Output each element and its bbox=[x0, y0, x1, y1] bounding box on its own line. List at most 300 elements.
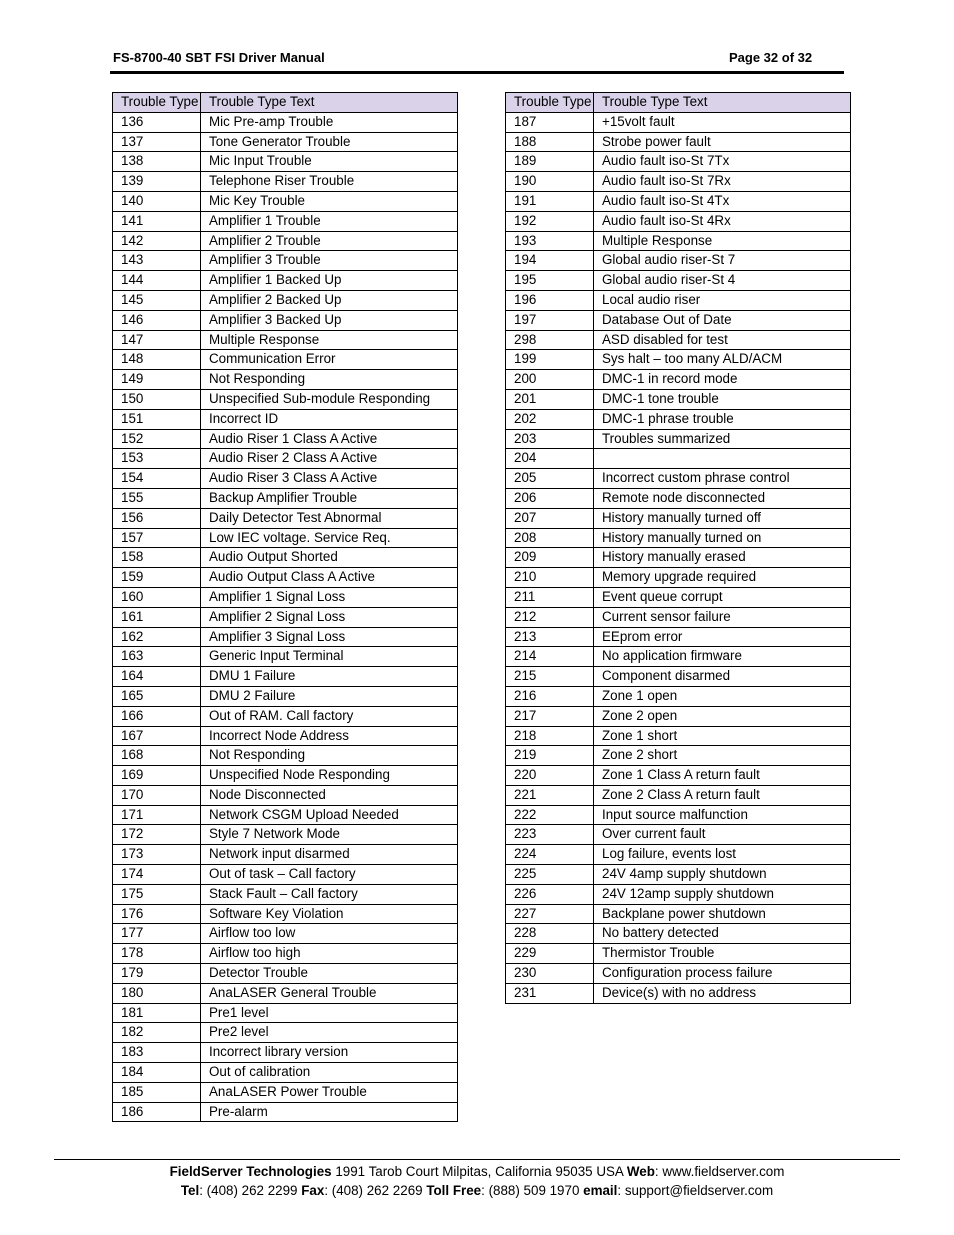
trouble-type-text: Audio fault iso-St 4Tx bbox=[594, 191, 851, 211]
trouble-type-code: 139 bbox=[113, 172, 201, 192]
trouble-type-text: Network CSGM Upload Needed bbox=[201, 805, 458, 825]
trouble-type-code: 167 bbox=[113, 726, 201, 746]
table-row bbox=[506, 271, 851, 291]
table-row bbox=[113, 112, 458, 132]
trouble-type-code: 218 bbox=[506, 726, 594, 746]
trouble-type-code: 155 bbox=[113, 488, 201, 508]
trouble-type-text: Audio Riser 1 Class A Active bbox=[201, 429, 458, 449]
trouble-type-code: 165 bbox=[113, 686, 201, 706]
table-row bbox=[113, 686, 458, 706]
table-row bbox=[506, 528, 851, 548]
trouble-type-text: Amplifier 3 Trouble bbox=[201, 251, 458, 271]
trouble-type-text: Zone 1 Class A return fault bbox=[594, 766, 851, 786]
table-row bbox=[113, 330, 458, 350]
table-row bbox=[506, 132, 851, 152]
trouble-type-text: Zone 1 open bbox=[594, 686, 851, 706]
trouble-type-text: Audio Output Class A Active bbox=[201, 568, 458, 588]
table-row bbox=[113, 667, 458, 687]
trouble-type-text: Current sensor failure bbox=[594, 607, 851, 627]
trouble-type-code: 192 bbox=[506, 211, 594, 231]
trouble-type-text: 24V 12amp supply shutdown bbox=[594, 884, 851, 904]
table-row bbox=[506, 389, 851, 409]
table-row bbox=[113, 488, 458, 508]
table-row bbox=[506, 944, 851, 964]
trouble-type-text: Thermistor Trouble bbox=[594, 944, 851, 964]
trouble-type-text: 24V 4amp supply shutdown bbox=[594, 865, 851, 885]
trouble-type-table-left bbox=[112, 92, 458, 1122]
table-row bbox=[506, 330, 851, 350]
trouble-type-text: Mic Key Trouble bbox=[201, 191, 458, 211]
table-row bbox=[113, 924, 458, 944]
trouble-type-code: 184 bbox=[113, 1063, 201, 1083]
trouble-type-code: 140 bbox=[113, 191, 201, 211]
trouble-type-text: Not Responding bbox=[201, 370, 458, 390]
table-row bbox=[506, 449, 851, 469]
table-row bbox=[506, 607, 851, 627]
table-row bbox=[113, 1063, 458, 1083]
trouble-type-code: 161 bbox=[113, 607, 201, 627]
trouble-type-text: Zone 2 short bbox=[594, 746, 851, 766]
header-divider bbox=[110, 71, 844, 74]
table-row bbox=[113, 1003, 458, 1023]
trouble-type-text: Over current fault bbox=[594, 825, 851, 845]
trouble-type-text: Configuration process failure bbox=[594, 964, 851, 984]
table-row bbox=[113, 528, 458, 548]
trouble-type-code: 159 bbox=[113, 568, 201, 588]
trouble-type-text: History manually turned on bbox=[594, 528, 851, 548]
trouble-type-text: Zone 2 Class A return fault bbox=[594, 785, 851, 805]
trouble-type-code: 225 bbox=[506, 865, 594, 885]
trouble-type-code: 148 bbox=[113, 350, 201, 370]
table-row bbox=[506, 112, 851, 132]
table-row bbox=[113, 944, 458, 964]
trouble-type-text: Global audio riser-St 7 bbox=[594, 251, 851, 271]
trouble-type-text: Log failure, events lost bbox=[594, 845, 851, 865]
table-row bbox=[506, 825, 851, 845]
table-row bbox=[506, 587, 851, 607]
trouble-type-text: AnaLASER General Trouble bbox=[201, 983, 458, 1003]
trouble-type-text: Incorrect custom phrase control bbox=[594, 469, 851, 489]
trouble-type-code: 171 bbox=[113, 805, 201, 825]
column-header-trouble-type: Trouble Type bbox=[113, 93, 201, 113]
trouble-type-code: 215 bbox=[506, 667, 594, 687]
trouble-type-text: No application firmware bbox=[594, 647, 851, 667]
table-row bbox=[506, 627, 851, 647]
trouble-type-code: 187 bbox=[506, 112, 594, 132]
trouble-type-text: Zone 2 open bbox=[594, 706, 851, 726]
trouble-type-text: Unspecified Sub-module Responding bbox=[201, 389, 458, 409]
table-header-row bbox=[113, 93, 458, 113]
trouble-type-code: 143 bbox=[113, 251, 201, 271]
table-row bbox=[113, 706, 458, 726]
table-header-row bbox=[506, 93, 851, 113]
page-number: Page 32 of 32 bbox=[729, 50, 813, 65]
table-row bbox=[506, 726, 851, 746]
table-row bbox=[506, 766, 851, 786]
trouble-type-code: 201 bbox=[506, 389, 594, 409]
trouble-type-text: Amplifier 3 Backed Up bbox=[201, 310, 458, 330]
table-row bbox=[506, 785, 851, 805]
trouble-type-code: 158 bbox=[113, 548, 201, 568]
trouble-type-text: Generic Input Terminal bbox=[201, 647, 458, 667]
trouble-type-code: 170 bbox=[113, 785, 201, 805]
trouble-type-text: Audio fault iso-St 7Tx bbox=[594, 152, 851, 172]
trouble-type-text: Multiple Response bbox=[201, 330, 458, 350]
table-row bbox=[506, 746, 851, 766]
table-row bbox=[113, 548, 458, 568]
trouble-type-text: Troubles summarized bbox=[594, 429, 851, 449]
trouble-type-text: Amplifier 3 Signal Loss bbox=[201, 627, 458, 647]
trouble-type-code: 182 bbox=[113, 1023, 201, 1043]
column-header-trouble-type-text: Trouble Type Text bbox=[594, 93, 851, 113]
trouble-type-code: 179 bbox=[113, 964, 201, 984]
trouble-type-code: 185 bbox=[113, 1082, 201, 1102]
table-row bbox=[113, 627, 458, 647]
trouble-type-text: DMC-1 in record mode bbox=[594, 370, 851, 390]
table-row bbox=[113, 429, 458, 449]
trouble-type-code: 212 bbox=[506, 607, 594, 627]
trouble-type-text: Audio Output Shorted bbox=[201, 548, 458, 568]
table-row bbox=[506, 964, 851, 984]
table-row bbox=[506, 686, 851, 706]
trouble-type-text: Incorrect ID bbox=[201, 409, 458, 429]
table-row bbox=[113, 845, 458, 865]
table-row bbox=[113, 1043, 458, 1063]
trouble-type-text: Amplifier 2 Signal Loss bbox=[201, 607, 458, 627]
footer-divider bbox=[54, 1159, 900, 1160]
trouble-type-code: 146 bbox=[113, 310, 201, 330]
trouble-type-text: Amplifier 1 Trouble bbox=[201, 211, 458, 231]
trouble-type-text: Strobe power fault bbox=[594, 132, 851, 152]
trouble-type-text: Out of calibration bbox=[201, 1063, 458, 1083]
footer-line-1 bbox=[0, 1164, 954, 1179]
footer-line-2 bbox=[0, 1183, 954, 1198]
trouble-type-code: 205 bbox=[506, 469, 594, 489]
table-row bbox=[506, 172, 851, 192]
table-row bbox=[113, 647, 458, 667]
trouble-type-code: 228 bbox=[506, 924, 594, 944]
trouble-type-code: 136 bbox=[113, 112, 201, 132]
trouble-type-text: Audio Riser 2 Class A Active bbox=[201, 449, 458, 469]
trouble-type-text: Pre2 level bbox=[201, 1023, 458, 1043]
trouble-type-code: 222 bbox=[506, 805, 594, 825]
table-row bbox=[113, 191, 458, 211]
trouble-type-text: Backup Amplifier Trouble bbox=[201, 488, 458, 508]
table-row bbox=[506, 508, 851, 528]
trouble-type-code: 219 bbox=[506, 746, 594, 766]
trouble-type-code: 200 bbox=[506, 370, 594, 390]
trouble-type-text: Pre-alarm bbox=[201, 1102, 458, 1122]
trouble-type-code: 169 bbox=[113, 766, 201, 786]
trouble-type-code: 172 bbox=[113, 825, 201, 845]
table-row bbox=[506, 350, 851, 370]
table-row bbox=[113, 805, 458, 825]
trouble-type-text: Pre1 level bbox=[201, 1003, 458, 1023]
trouble-type-text: Sys halt – too many ALD/ACM bbox=[594, 350, 851, 370]
trouble-type-text: Amplifier 1 Backed Up bbox=[201, 271, 458, 291]
trouble-type-code: 151 bbox=[113, 409, 201, 429]
table-row bbox=[113, 350, 458, 370]
table-row bbox=[113, 449, 458, 469]
column-header-trouble-type: Trouble Type bbox=[506, 93, 594, 113]
trouble-type-code: 199 bbox=[506, 350, 594, 370]
trouble-type-text: Incorrect library version bbox=[201, 1043, 458, 1063]
trouble-type-code: 142 bbox=[113, 231, 201, 251]
trouble-type-text: Event queue corrupt bbox=[594, 587, 851, 607]
trouble-type-code: 156 bbox=[113, 508, 201, 528]
trouble-type-text: Component disarmed bbox=[594, 667, 851, 687]
trouble-type-text: Daily Detector Test Abnormal bbox=[201, 508, 458, 528]
table-row bbox=[113, 211, 458, 231]
trouble-type-code: 154 bbox=[113, 469, 201, 489]
trouble-type-code: 177 bbox=[113, 924, 201, 944]
trouble-type-code: 166 bbox=[113, 706, 201, 726]
table-row bbox=[113, 469, 458, 489]
footer-email-label: email bbox=[583, 1183, 618, 1198]
trouble-type-text: Multiple Response bbox=[594, 231, 851, 251]
trouble-type-text: Audio fault iso-St 4Rx bbox=[594, 211, 851, 231]
trouble-type-text: Device(s) with no address bbox=[594, 983, 851, 1003]
trouble-type-code: 191 bbox=[506, 191, 594, 211]
table-row bbox=[506, 152, 851, 172]
footer-web-label: Web bbox=[626, 1164, 655, 1179]
table-row bbox=[506, 310, 851, 330]
trouble-type-code: 193 bbox=[506, 231, 594, 251]
trouble-type-code: 141 bbox=[113, 211, 201, 231]
table-row bbox=[113, 251, 458, 271]
trouble-type-code: 221 bbox=[506, 785, 594, 805]
table-row bbox=[506, 568, 851, 588]
trouble-type-code: 180 bbox=[113, 983, 201, 1003]
trouble-type-code: 176 bbox=[113, 904, 201, 924]
column-header-trouble-type-text: Trouble Type Text bbox=[201, 93, 458, 113]
trouble-type-code: 204 bbox=[506, 449, 594, 469]
trouble-type-table-right bbox=[505, 92, 851, 1004]
trouble-type-code: 196 bbox=[506, 290, 594, 310]
trouble-type-text: Amplifier 2 Trouble bbox=[201, 231, 458, 251]
trouble-type-text: Input source malfunction bbox=[594, 805, 851, 825]
trouble-type-code: 164 bbox=[113, 667, 201, 687]
trouble-type-code: 203 bbox=[506, 429, 594, 449]
table-row bbox=[113, 568, 458, 588]
trouble-type-text: Tone Generator Trouble bbox=[201, 132, 458, 152]
table-row bbox=[113, 587, 458, 607]
table-row bbox=[113, 310, 458, 330]
trouble-type-text: Zone 1 short bbox=[594, 726, 851, 746]
table-row bbox=[113, 884, 458, 904]
trouble-type-code: 202 bbox=[506, 409, 594, 429]
trouble-type-code: 181 bbox=[113, 1003, 201, 1023]
trouble-type-code: 137 bbox=[113, 132, 201, 152]
trouble-type-code: 195 bbox=[506, 271, 594, 291]
table-row bbox=[113, 370, 458, 390]
trouble-type-code: 298 bbox=[506, 330, 594, 350]
table-row bbox=[506, 805, 851, 825]
table-row bbox=[113, 1102, 458, 1122]
table-row bbox=[113, 271, 458, 291]
table-row bbox=[506, 469, 851, 489]
trouble-type-code: 175 bbox=[113, 884, 201, 904]
footer-fax-label: Fax bbox=[301, 1183, 325, 1198]
trouble-type-code: 138 bbox=[113, 152, 201, 172]
trouble-type-text: EEprom error bbox=[594, 627, 851, 647]
table-row bbox=[113, 172, 458, 192]
trouble-type-text: Audio Riser 3 Class A Active bbox=[201, 469, 458, 489]
trouble-type-code: 231 bbox=[506, 983, 594, 1003]
trouble-type-text: Global audio riser-St 4 bbox=[594, 271, 851, 291]
trouble-type-text: Amplifier 1 Signal Loss bbox=[201, 587, 458, 607]
trouble-type-code: 174 bbox=[113, 865, 201, 885]
trouble-type-code: 210 bbox=[506, 568, 594, 588]
trouble-type-text: No battery detected bbox=[594, 924, 851, 944]
trouble-type-text: ASD disabled for test bbox=[594, 330, 851, 350]
trouble-type-text: Local audio riser bbox=[594, 290, 851, 310]
trouble-type-text: Amplifier 2 Backed Up bbox=[201, 290, 458, 310]
table-row bbox=[113, 508, 458, 528]
trouble-type-code: 168 bbox=[113, 746, 201, 766]
table-row bbox=[506, 904, 851, 924]
trouble-type-text: Out of RAM. Call factory bbox=[201, 706, 458, 726]
table-row bbox=[113, 607, 458, 627]
table-row bbox=[506, 667, 851, 687]
trouble-type-text: AnaLASER Power Trouble bbox=[201, 1082, 458, 1102]
trouble-type-code: 183 bbox=[113, 1043, 201, 1063]
trouble-type-code: 173 bbox=[113, 845, 201, 865]
table-row bbox=[506, 251, 851, 271]
trouble-type-text: Remote node disconnected bbox=[594, 488, 851, 508]
table-row bbox=[113, 132, 458, 152]
trouble-type-code: 208 bbox=[506, 528, 594, 548]
trouble-type-code: 189 bbox=[506, 152, 594, 172]
table-row bbox=[506, 231, 851, 251]
trouble-type-code: 145 bbox=[113, 290, 201, 310]
trouble-type-text: +15volt fault bbox=[594, 112, 851, 132]
trouble-type-code: 190 bbox=[506, 172, 594, 192]
table-row bbox=[506, 370, 851, 390]
trouble-type-code: 224 bbox=[506, 845, 594, 865]
trouble-type-text: Database Out of Date bbox=[594, 310, 851, 330]
table-row bbox=[113, 409, 458, 429]
trouble-type-code: 213 bbox=[506, 627, 594, 647]
table-row bbox=[506, 409, 851, 429]
table-row bbox=[113, 290, 458, 310]
trouble-type-code: 214 bbox=[506, 647, 594, 667]
table-row bbox=[113, 865, 458, 885]
table-row bbox=[506, 845, 851, 865]
footer-tel-value: : (408) 262 2299 bbox=[199, 1183, 302, 1198]
trouble-type-text: Network input disarmed bbox=[201, 845, 458, 865]
footer-email-value: : support@fieldserver.com bbox=[617, 1183, 774, 1198]
trouble-type-text: Low IEC voltage. Service Req. bbox=[201, 528, 458, 548]
trouble-type-code: 194 bbox=[506, 251, 594, 271]
trouble-type-text: History manually turned off bbox=[594, 508, 851, 528]
trouble-type-text: History manually erased bbox=[594, 548, 851, 568]
trouble-type-code: 229 bbox=[506, 944, 594, 964]
table-row bbox=[113, 746, 458, 766]
table-row bbox=[113, 825, 458, 845]
trouble-type-text: Backplane power shutdown bbox=[594, 904, 851, 924]
table-row bbox=[113, 231, 458, 251]
trouble-type-code: 144 bbox=[113, 271, 201, 291]
trouble-type-text: Mic Input Trouble bbox=[201, 152, 458, 172]
footer-web-value: : www.fieldserver.com bbox=[654, 1164, 785, 1179]
trouble-type-text: Software Key Violation bbox=[201, 904, 458, 924]
table-row bbox=[113, 152, 458, 172]
trouble-type-code: 178 bbox=[113, 944, 201, 964]
trouble-type-code: 211 bbox=[506, 587, 594, 607]
trouble-type-text: Audio fault iso-St 7Rx bbox=[594, 172, 851, 192]
trouble-type-code: 162 bbox=[113, 627, 201, 647]
trouble-type-text: Memory upgrade required bbox=[594, 568, 851, 588]
trouble-type-code: 217 bbox=[506, 706, 594, 726]
table-row bbox=[113, 904, 458, 924]
table-row bbox=[113, 983, 458, 1003]
footer-address: 1991 Tarob Court Milpitas, California 95035 USA bbox=[331, 1164, 627, 1179]
trouble-type-code: 207 bbox=[506, 508, 594, 528]
trouble-type-code: 157 bbox=[113, 528, 201, 548]
table-row bbox=[506, 290, 851, 310]
table-row bbox=[506, 488, 851, 508]
table-row bbox=[113, 726, 458, 746]
footer-tel-label: Tel bbox=[180, 1183, 200, 1198]
trouble-type-code: 209 bbox=[506, 548, 594, 568]
table-row bbox=[113, 785, 458, 805]
trouble-type-code: 216 bbox=[506, 686, 594, 706]
trouble-type-text: Node Disconnected bbox=[201, 785, 458, 805]
trouble-type-text: DMC-1 tone trouble bbox=[594, 389, 851, 409]
table-row bbox=[506, 865, 851, 885]
trouble-type-text: DMC-1 phrase trouble bbox=[594, 409, 851, 429]
trouble-type-text: Not Responding bbox=[201, 746, 458, 766]
trouble-type-code: 223 bbox=[506, 825, 594, 845]
table-row bbox=[506, 191, 851, 211]
trouble-type-code: 147 bbox=[113, 330, 201, 350]
table-row bbox=[506, 924, 851, 944]
trouble-type-text: DMU 2 Failure bbox=[201, 686, 458, 706]
trouble-type-text: Style 7 Network Mode bbox=[201, 825, 458, 845]
table-row bbox=[506, 647, 851, 667]
trouble-type-code: 188 bbox=[506, 132, 594, 152]
trouble-type-code: 160 bbox=[113, 587, 201, 607]
table-row bbox=[113, 389, 458, 409]
table-row bbox=[113, 766, 458, 786]
trouble-type-text: Airflow too high bbox=[201, 944, 458, 964]
trouble-type-code: 230 bbox=[506, 964, 594, 984]
trouble-type-text: Mic Pre-amp Trouble bbox=[201, 112, 458, 132]
trouble-type-code: 197 bbox=[506, 310, 594, 330]
table-row bbox=[506, 548, 851, 568]
table-row bbox=[506, 211, 851, 231]
trouble-type-text bbox=[594, 449, 851, 469]
table-row bbox=[506, 884, 851, 904]
trouble-type-code: 153 bbox=[113, 449, 201, 469]
trouble-type-text: Unspecified Node Responding bbox=[201, 766, 458, 786]
trouble-type-text: Airflow too low bbox=[201, 924, 458, 944]
table-row bbox=[113, 1082, 458, 1102]
table-row bbox=[506, 706, 851, 726]
trouble-type-text: Communication Error bbox=[201, 350, 458, 370]
trouble-type-code: 206 bbox=[506, 488, 594, 508]
footer-fax-value: : (408) 262 2269 bbox=[324, 1183, 427, 1198]
trouble-type-text: Stack Fault – Call factory bbox=[201, 884, 458, 904]
trouble-type-text: Incorrect Node Address bbox=[201, 726, 458, 746]
footer-tollfree-value: : (888) 509 1970 bbox=[481, 1183, 584, 1198]
trouble-type-code: 186 bbox=[113, 1102, 201, 1122]
trouble-type-code: 150 bbox=[113, 389, 201, 409]
trouble-type-code: 152 bbox=[113, 429, 201, 449]
trouble-type-code: 220 bbox=[506, 766, 594, 786]
trouble-type-text: Out of task – Call factory bbox=[201, 865, 458, 885]
